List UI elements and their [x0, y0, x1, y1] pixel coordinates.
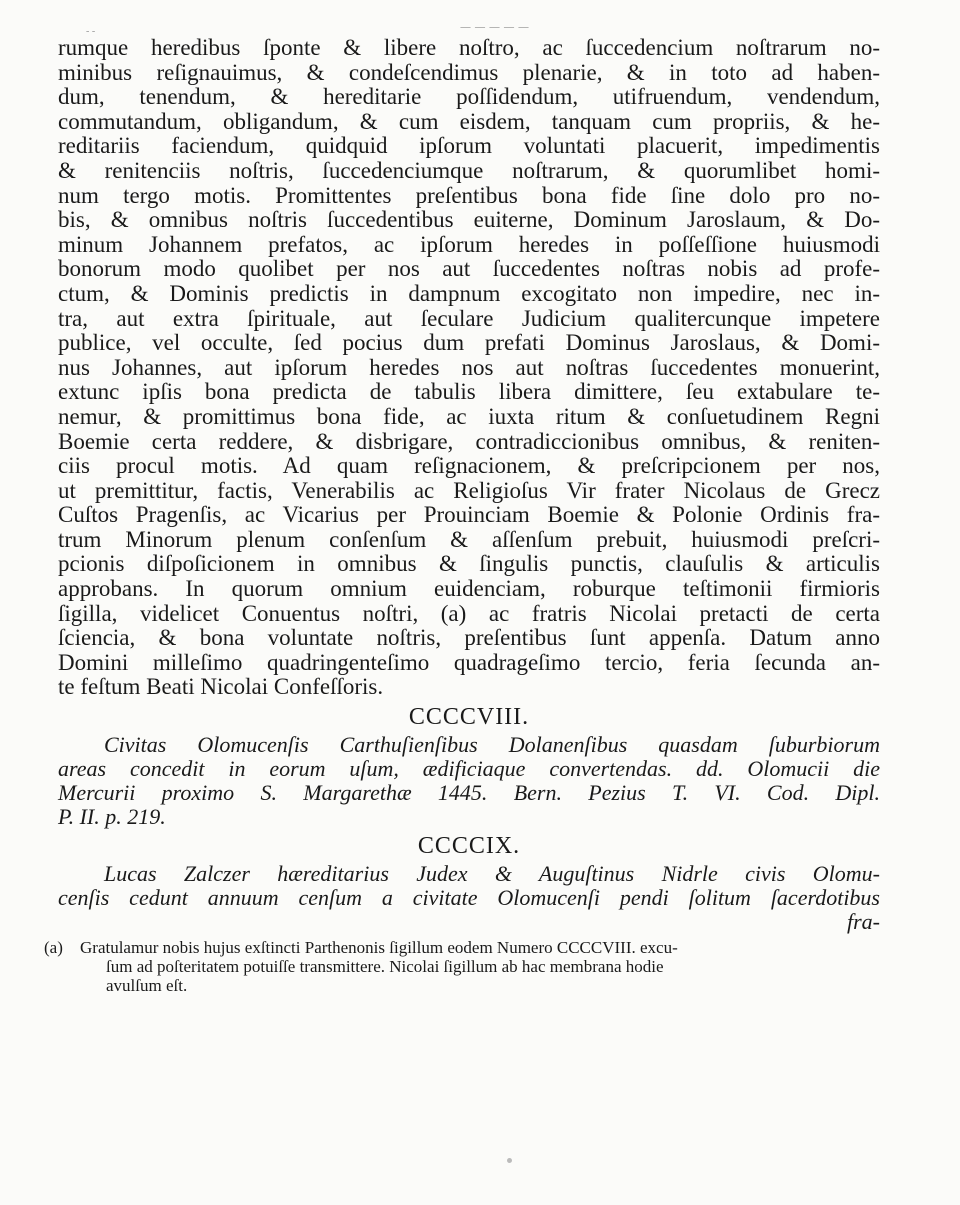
entry-number: CCCCVIII. — [408, 704, 530, 731]
footnote-mark: (a) — [44, 938, 63, 958]
text-line: Boemie certa reddere, & disbrigare, contradiccionibus omnibus, & reniten- — [58, 428, 880, 454]
text-line: Cuſtos Pragenſis, ac Vicarius per Prouinciam Boemie & Polonie Ordinis fra- — [58, 502, 880, 528]
text-line: commutandum, obligandum, & cum eisdem, tanquam cum propriis, & he- — [58, 108, 880, 134]
text-line: dum, tenendum, & hereditarie poſſidendum, utifruendum, vendendum, — [58, 84, 880, 110]
entry-summary — [58, 733, 880, 829]
footnote — [44, 938, 880, 996]
summary-line: P. II. p. 219. — [58, 804, 166, 830]
header-left-mark: - - — [86, 26, 96, 37]
text-line: nus Johannes, aut ipſorum heredes nos aut noſtras ſuccedentes monuerint, — [58, 354, 880, 380]
text-line: Domini milleſimo quadringenteſimo quadrageſimo tercio, feria ſecunda an- — [58, 649, 880, 675]
text-line: pcionis diſpoſicionem in omnibus & ſingulis punctis, clauſulis & articulis — [58, 551, 880, 577]
text-line: bis, & omnibus noſtris ſuccedentibus euiterne, Dominum Jaroslaum, & Do- — [58, 207, 880, 233]
main-text — [58, 36, 880, 700]
summary-line: Mercurii proximo S. Margarethæ 1445. Bern. Pezius T. VI. Cod. Dipl. — [58, 780, 880, 806]
paper-speck — [507, 1158, 512, 1163]
entry-summary — [58, 862, 880, 934]
text-line: publice, vel occulte, ſed pocius dum prefati Dominus Jaroslaus, & Domi- — [58, 330, 880, 356]
text-line: bonorum modo quolibet per nos aut ſuccedentes noſtras nobis ad profe- — [58, 256, 880, 282]
text-line: num tergo motis. Promittentes preſentibus bona fide ſine dolo pro no- — [58, 182, 880, 208]
text-line: reditariis faciendum, quidquid ipſorum voluntati placuerit, impedimentis — [58, 133, 880, 159]
summary-line: Lucas Zalczer hæreditarius Judex & Auguſtinus Nidrle civis Olomu- — [104, 861, 880, 887]
summary-line: cenſis cedunt annuum cenſum a civitate Olomucenſi pendi ſolitum ſacerdotibus — [58, 885, 880, 911]
footnote-line: Gratulamur nobis hujus exſtincti Parthenonis ſigillum eodem Numero CCCCVIII. excu- — [80, 938, 678, 958]
summary-line: areas concedit in eorum uſum, ædificiaque convertendas. dd. Olomucii die — [58, 756, 880, 782]
text-line: & renitenciis noſtris, ſuccedenciumque noſtrarum, & quorumlibet homi- — [58, 157, 880, 183]
running-head: — — — — — — [460, 22, 530, 33]
text-line: tra, aut extra ſpirituale, aut ſeculare Judicium qualitercunque impetere — [58, 305, 880, 331]
footnote-line: avulſum eſt. — [106, 976, 188, 996]
text-line: minibus reſignauimus, & condeſcendimus plenarie, & in toto ad haben- — [58, 59, 880, 85]
text-line: rumque heredibus ſponte & libere noſtro, ac ſuccedencium noſtrarum no- — [58, 35, 880, 60]
text-line: nemur, & promittimus bona fide, ac iuxta ritum & conſuetudinem Regni — [58, 403, 880, 429]
text-line: ciis procul motis. Ad quam reſignacionem, & preſcripcionem per nos, — [58, 453, 880, 479]
summary-line: Civitas Olomucenſis Carthuſienſibus Dolanenſibus quasdam ſuburbiorum — [104, 732, 880, 758]
footnote-line: ſum ad poſteritatem potuiſſe transmittere. Nicolai ſigillum ab hac membrana hodie — [106, 957, 664, 977]
entry-number: CCCCIX. — [417, 833, 521, 860]
text-line: trum Minorum plenum conſenſum & aſſenſum prebuit, huiusmodi preſcri- — [58, 526, 880, 552]
text-line: ſigilla, videlicet Conuentus noſtri, (a) ac fratris Nicolai pretacti de certa — [58, 600, 880, 626]
text-line: te feſtum Beati Nicolai Confeſſoris. — [58, 674, 384, 700]
text-line: ctum, & Dominis predictis in dampnum excogitato non impedire, nec in- — [58, 280, 880, 306]
catchword: fra- — [847, 909, 880, 935]
text-line: extunc ipſis bona predicta de tabulis libera dimittere, ſeu extabulare te- — [58, 379, 880, 405]
text-line: ut premittitur, factis, Venerabilis ac Religioſus Vir frater Nicolaus de Grecz — [58, 477, 880, 503]
text-line: approbans. In quorum omnium euidenciam, roburque teſtimonii firmioris — [58, 576, 880, 602]
text-line: ſciencia, & bona voluntate noſtris, preſentibus ſunt appenſa. Datum anno — [58, 625, 880, 651]
text-line: minum Johannem prefatos, ac ipſorum heredes in poſſeſſione huiusmodi — [58, 231, 880, 257]
